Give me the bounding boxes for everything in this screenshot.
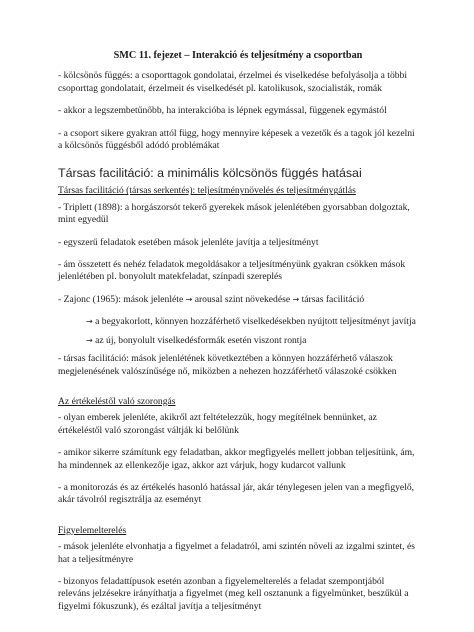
facilitation-item-2: - egyszerű feladatok esetében mások jelenléte javítja a teljesítményt [58,236,319,248]
evaluation-item-1: - olyan emberek jelenléte, akikről azt feltételezzük, hogy megítélnek bennünket, az értékeléstől való szorongást váltják ki belőlünk [58,412,377,436]
zajonc-sub-item-text: a begyakorlott, könnyen hozzáférhető viselkedésekben nyújtott teljesítményt javítja [95,316,416,328]
zajonc-mid: arousal szint növekedése [194,293,291,305]
intro-paragraph-1: - kölcsönös függés: a csoporttagok gondolatai, érzelmei és viselkedése befolyásolja a többi csoporttag gondolatait, érzelmeit és viselkedését pl. katolikusok, szocialisták, romák [58,70,408,94]
section-heading-evaluation-anxiety: Az értékeléstől való szorongás [58,395,176,407]
facilitation-item-1: - Triplett (1898): a horgászorsót tekerő gyerekek mások jelenlétében gyorsabban dolgoztak, mint egyedül [58,201,410,226]
evaluation-item-2: - amikor sikerre számítunk egy feladatban, akkor megfigyelés mellett jobban teljesítünk, ám, ha mindennek az ellenkezője igaz, akkor azt várjuk, hogy kudarcot vallunk [58,447,415,471]
zajonc-sub-item-1 [58,316,418,328]
facilitation-item-3: - ám összetett és nehéz feladatok megoldásakor a teljesítményünk gyakran csökken mások jelenlétében pl. bonyolult matekfeladat, színpadi szereplés [58,259,406,283]
right-arrow-icon: → [86,317,93,327]
distraction-item-2: - bizonyos feladattípusok esetén azonban a figyelemelterelés a feladat szempontjából releváns jelzésekre irányíthatja a figyelmet (meg kell osztanunk a figyelmünket, beszűkül a figyelmi fókuszunk), és ezáltal javítja a teljesítményt [58,575,409,612]
intro-paragraph-3: - a csoport sikere gyakran attól függ, hogy mennyire képesek a vezetők és a tagok jól kezelni a kölcsönös függésből adódó problémákat [58,127,415,152]
section-subheading-facilitation: Társas facilitáció (társas serkentés): teljesítménynövelés és teljesítménygátlás [58,185,356,197]
section-heading-facilitation: Társas facilitáció: a minimális kölcsönös függés hatásai [58,166,362,181]
zajonc-sub-item-2 [58,335,418,347]
zajonc-suffix: társas facilitáció [301,293,365,305]
right-arrow-icon: → [185,294,193,304]
section-heading-distraction: Figyelemelterelés [58,524,127,536]
facilitation-closing: - társas facilitáció: mások jelenlétének következtében a könnyen hozzáférhető válaszok megjelenésének valószínűsége nő, miközben a nehezen hozzáférhető válaszoké csökken [58,353,397,377]
evaluation-item-3: - a monitorozás és az értékelés hasonló hatással jár, akár ténylegesen jelen van a megfigyelő, akár távolról regisztrálja az eseményt [58,481,415,506]
right-arrow-icon: → [292,294,300,304]
distraction-item-1: - mások jelenléte elvonhatja a figyelmet a feladatról, ami szintén növeli az izgalmi szintet, és hat a teljesítményre [58,541,415,565]
zajonc-line [58,294,418,306]
zajonc-prefix: - Zajonc (1965): mások jelenléte [58,293,184,305]
right-arrow-icon: → [86,335,93,345]
zajonc-sub-item-text: az új, bonyolult viselkedésformák esetén viszont rontja [95,334,307,346]
document-title: SMC 11. fejezet – Interakció és teljesítmény a csoportban [113,50,363,61]
intro-paragraph-2: - akkor a legszembetűnőbb, ha interakcióba is lépnek egymással, függenek egymástól [58,105,387,117]
